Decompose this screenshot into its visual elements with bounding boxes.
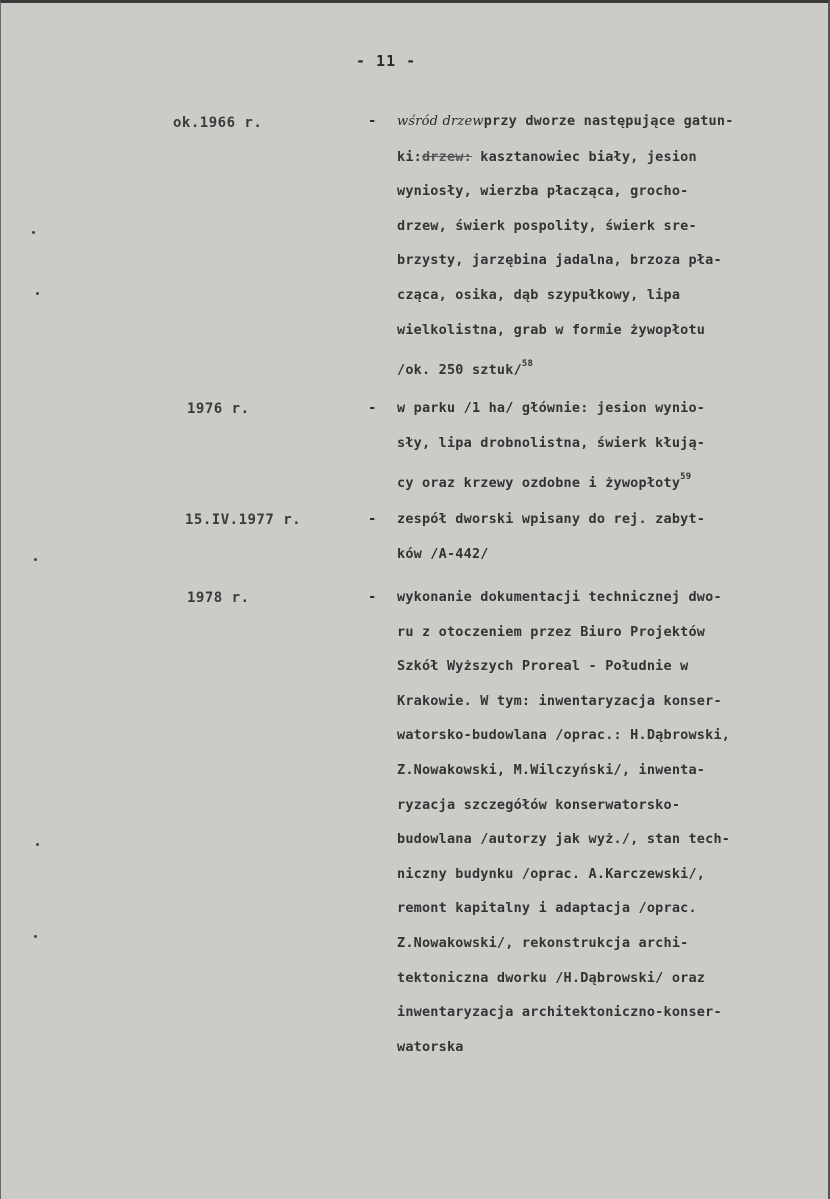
entry-dash: - — [368, 589, 377, 605]
footnote-ref: 58 — [521, 359, 534, 370]
entry-line: tektoniczna dworku /H.Dąbrowski/ oraz — [397, 969, 706, 986]
footnote-ref: 59 — [680, 472, 692, 483]
entry-text — [397, 502, 817, 571]
entry-line: wśród drzewprzy dworze następujące gatun- — [397, 113, 734, 129]
entry-line: remont kapitalny i adaptacja /oprac. — [397, 900, 697, 917]
margin-mark — [36, 843, 39, 846]
entry-line: ru z otoczeniem przez Biuro Projektów — [397, 623, 706, 640]
margin-mark — [34, 558, 37, 561]
entry-text — [397, 391, 817, 501]
entry-line: ki:drzew: kasztanowiec biały, jesion — [397, 148, 697, 165]
margin-mark — [32, 231, 35, 234]
entry-date: 1976 r. — [187, 401, 250, 417]
entry-line: ryzacja szczegółów konserwatorsko- — [397, 796, 681, 813]
entry-line: Z.Nowakowski/, rekonstrukcja archi- — [397, 934, 689, 951]
entry-line: niczny budynku /oprac. A.Karczewski/, — [397, 865, 706, 882]
entry-date: 15.IV.1977 r. — [185, 512, 302, 528]
entry-line: w parku /1 ha/ głównie: jesion wynio- — [397, 400, 706, 416]
entry-line: wykonanie dokumentacji technicznej dwo- — [397, 589, 722, 605]
entry-dash: - — [368, 113, 377, 129]
entry-line: sły, lipa drobnolistna, świerk kłują- — [397, 434, 706, 451]
entry-dash: - — [368, 511, 377, 527]
entry-line: watorsko-budowlana /oprac.: H.Dąbrowski, — [397, 727, 731, 744]
entry-line: zespół dworski wpisany do rej. zabyt- — [397, 511, 706, 527]
margin-mark — [34, 935, 37, 938]
entry-line: Z.Nowakowski, M.Wilczyński/, inwenta- — [397, 761, 706, 778]
entry-date: 1978 r. — [187, 590, 250, 606]
entry-date: ok.1966 r. — [173, 115, 263, 131]
entry-line: wyniosły, wierzba płacząca, grocho- — [397, 183, 689, 200]
entry-text — [397, 104, 817, 388]
entry-line: cząca, osika, dąb szypułkowy, lipa — [397, 286, 681, 303]
entry-line: watorska — [397, 1038, 464, 1055]
page-number: - 11 - — [356, 52, 417, 70]
handwritten-insert: wśród drzew — [397, 114, 484, 129]
entry-line: inwentaryzacja architektoniczno-konser- — [397, 1004, 722, 1021]
entry-line: brzysty, jarzębina jadalna, brzoza pła- — [397, 252, 722, 269]
entry-line: ków /A-442/ — [397, 545, 489, 562]
entry-dash: - — [368, 400, 377, 416]
entry-text — [397, 580, 817, 1064]
entry-line: Krakowie. W tym: inwentaryzacja konser- — [397, 692, 722, 709]
entry-line: wielkolistna, grab w formie żywopłotu — [397, 321, 706, 338]
margin-mark — [36, 292, 39, 295]
entry-line: Szkół Wyższych Proreal - Południe w — [397, 658, 689, 675]
entry-line: drzew, świerk pospolity, świerk sre- — [397, 217, 697, 234]
entry-line: budowlana /autorzy jak wyż./, stan tech- — [397, 831, 731, 848]
entry-line: /ok. 250 sztuk/$^{58}$ — [397, 359, 534, 379]
entry-line: cy oraz krzewy ozdobne i żywopłoty$^{59}$ — [397, 472, 692, 492]
struck-text: drzew: — [421, 148, 472, 165]
